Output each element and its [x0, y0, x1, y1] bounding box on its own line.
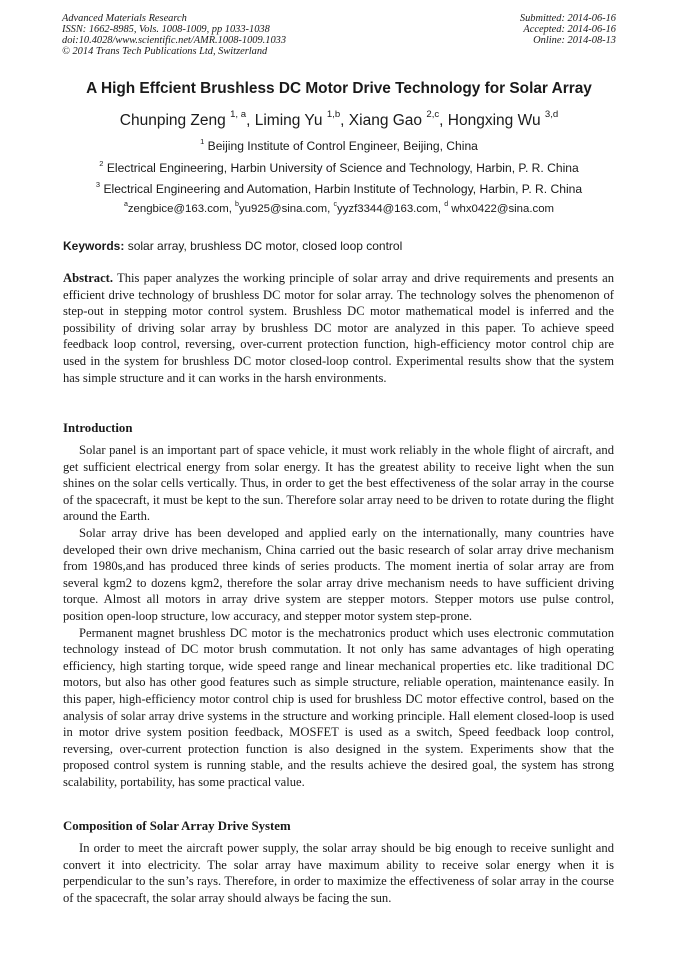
keywords-text: solar array, brushless DC motor, closed loop control — [127, 239, 403, 253]
abstract — [63, 270, 614, 386]
author-name: Xiang Gao — [348, 112, 423, 129]
paper-title: A High Effcient Brushless DC Motor Drive Technology for Solar Array — [86, 80, 592, 97]
email-mark: b — [235, 201, 239, 209]
accepted-date: Accepted: 2014-06-16 — [523, 24, 616, 35]
journal-issn: ISSN: 1662-8985, Vols. 1008-1009, pp 1033-1038 — [62, 24, 270, 35]
section-heading-introduction: Introduction — [63, 421, 133, 435]
paragraph: In order to meet the aircraft power supply, the solar array should be big enough to receive sunlight and convert it into electricity. The solar array have maximum ability to receive solar energy when it is perpendicular to the sun’s rays. Therefore, in order to maximize the effectiveness of solar array in the course of the spacecraft, the solar array should always be facing the sun. — [63, 841, 614, 905]
author-name: Hongxing Wu — [447, 112, 541, 129]
email-mark: a — [123, 201, 128, 209]
abstract-text: This paper analyzes the working principle of solar array and drive requirements and presents an efficient drive technology of brushless DC motor for solar array. The technology solves the phenomenon of step-out in stepping motor control system. Brushless DC motor mathematical model is inferred and the possibility of driving solar array by brushless DC motor are analyzed in this paper. To achieve speed feedback loop control, reversing, over-current protection function, high-efficiency motor control chip are used in the system for brushless DC motor closed-loop control. Experimental results show that the system has simple structure and it can works in the harsh environments. — [63, 271, 614, 385]
journal-doi: doi:10.4028/www.scientific.net/AMR.1008-1009.1033 — [62, 35, 287, 46]
author-list: Chunping Zeng $^{1, a}$, Liming Yu $^{1,b}$, Xiang Gao $^{2,c}$, Hongxing Wu $^{3,d}$ — [119, 109, 559, 129]
author-emails — [0, 203, 678, 215]
affiliation — [0, 158, 678, 175]
affiliation-mark: 2 — [99, 158, 104, 168]
affiliation-mark: 1 — [200, 136, 205, 146]
affiliation-text: Electrical Engineering and Automation, Harbin Institute of Technology, Harbin, P. R. China — [103, 182, 583, 196]
author-name: Liming Yu — [254, 112, 323, 129]
email-address: zengbice@163.com, — [127, 203, 232, 215]
paragraph: Permanent magnet brushless DC motor is the mechatronics product which uses electronic commutation technology instead of DC motor brush commutation. It not only has same advantages of high operating efficiency, high starting torque, wide speed range and linear mechanical properties etc. like traditional DC motors, but also has other good features such as simple structure, reliable operation, maintenance easily. In this paper, high-efficiency motor control chip is used for brushless DC motor effective control, based on the analysis of solar array drive systems in the structure and working principle. Hall element closed-loop is used in motor drive system position feedback, MOSFET is used as a switch, Speed feedback loop control, reversing, over-current protection function is also designed in the system. Experiments show that the proposed control system is running stable, and the results achieve the desired goal, the system has strong scalability, portability, has some practical value. — [63, 625, 614, 789]
author-affiliation-mark: 2,c — [426, 109, 440, 121]
affiliation-text: Beijing Institute of Control Engineer, Beijing, China — [207, 139, 478, 153]
paragraph: Solar array drive has been developed and applied early on the internationally, many countries have developed their own drive mechanism, China carried out the basic research of solar array drive mechanism from 1980s,and has produced three kinds of series products. The moment inertia of solar array are from several kgm2 to dozens kgm2, therefore the solar array drive mechanism needs to have sufficient driving torque. Almost all motors in array drive system are stepper motors. Stepper motors use pulse control, position open-loop structure, low accuracy, and stepper motor system step-prone. — [63, 525, 614, 623]
journal-header-right — [520, 13, 616, 46]
email-mark: c — [333, 201, 338, 209]
affiliation — [0, 179, 678, 196]
paragraph: Solar panel is an important part of space vehicle, it must work reliably in the whole flight of aircraft, and get sufficient electrical energy from solar energy. It has the greatest ability to receive light when the sun shines on the solar cells vertically. Thus, in order to get the best effectiveness of the solar array in the course of the spacecraft, it must be kept to the sun. Therefore solar array need to be driven to rotate during the flight around the Earth. — [63, 443, 614, 524]
email-address: yu925@sina.com, — [238, 203, 331, 215]
email-address: whx0422@sina.com — [451, 203, 555, 215]
keywords-label: Keywords: — [63, 239, 125, 253]
affiliation — [0, 136, 678, 153]
introduction-body — [63, 442, 614, 790]
affiliation-mark: 3 — [95, 179, 101, 189]
author-affiliation-mark: 3,d — [544, 109, 559, 121]
author-affiliation-mark: 1, a — [230, 109, 247, 121]
email-address: yyzf3344@163.com, — [337, 203, 442, 215]
journal-header-left — [62, 13, 286, 57]
section-heading-composition: Composition of Solar Array Drive System — [63, 819, 291, 833]
author-affiliation-mark: 1,b — [326, 109, 341, 121]
submitted-date: Submitted: 2014-06-16 — [519, 13, 616, 24]
online-date: Online: 2014-08-13 — [533, 35, 616, 46]
journal-name: Advanced Materials Research — [62, 13, 187, 24]
email-mark: d — [444, 201, 449, 209]
affiliation-text: Electrical Engineering, Harbin University of Science and Technology, Harbin, P. R. China — [106, 161, 579, 175]
abstract-label: Abstract. — [63, 271, 114, 285]
journal-copyright: © 2014 Trans Tech Publications Ltd, Switzerland — [62, 46, 268, 57]
author-name: Chunping Zeng — [119, 112, 226, 129]
keywords — [63, 239, 402, 253]
composition-body — [63, 840, 614, 906]
